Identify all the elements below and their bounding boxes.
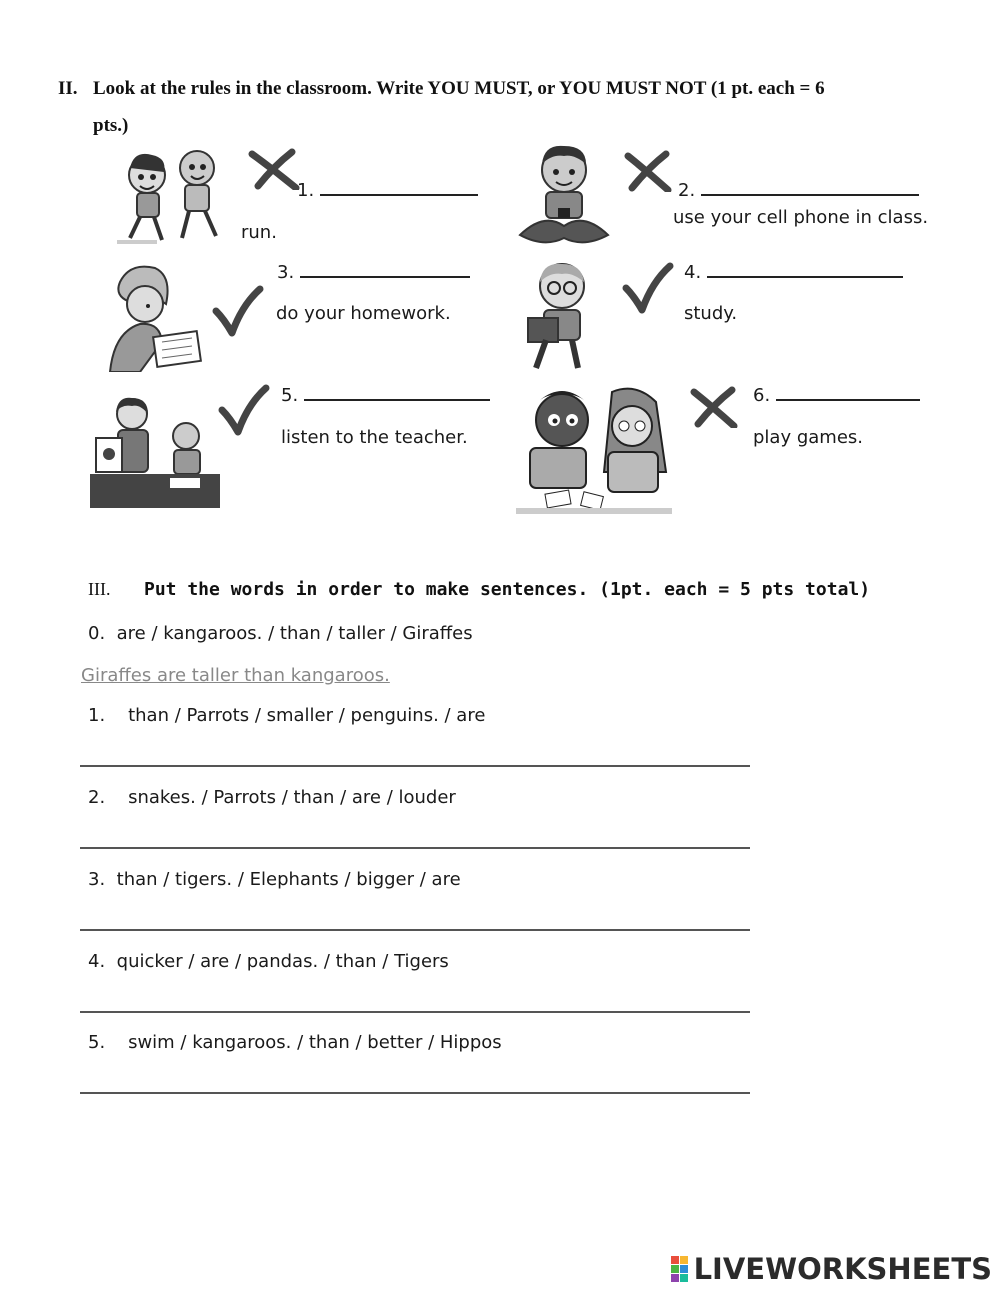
question-1 [88,705,485,726]
section-3-title: Put the words in order to make sentences. (1pt. each = 5 pts total) [144,579,871,600]
item-6-answer-blank[interactable] [776,398,920,401]
kids-running-picture [112,140,232,248]
answer-line-5[interactable] [80,1092,750,1094]
cross-mark-icon [248,148,300,190]
question-2 [88,787,456,808]
example-words: are / kangaroos. / than / taller / Giraffes [116,623,473,644]
example-number: 0. [88,623,106,644]
item-1-text: run. [241,222,277,243]
question-5-number: 5. [88,1032,106,1053]
question-1-words: than / Parrots / smaller / penguins. / are [128,705,486,726]
teacher-student-picture [90,392,220,508]
example-question [88,623,473,644]
answer-line-2[interactable] [80,847,750,849]
check-mark-icon [218,384,270,436]
answer-line-3[interactable] [80,929,750,931]
section-2-title-line1: Look at the rules in the classroom. Write YOU MUST, or YOU MUST NOT (1 pt. each = 6 [93,78,825,99]
item-5-text: listen to the teacher. [281,427,468,448]
item-6-label: 6. [753,385,771,406]
item-4-text: study. [684,303,738,324]
cross-mark-icon [624,150,672,192]
section-2-heading [58,70,938,144]
check-mark-icon [212,285,264,337]
item-3-number [277,262,470,283]
item-5-label: 5. [281,385,299,406]
question-3 [88,869,461,890]
boy-phone-picture [514,140,612,250]
item-3-text: do your homework. [276,303,451,324]
liveworksheets-logo [671,1252,992,1286]
item-3-label: 3. [277,262,295,283]
question-5-words: swim / kangaroos. / than / better / Hippos [128,1032,502,1053]
kids-playing-cards-picture [516,382,672,522]
boy-reading-picture [516,256,604,376]
item-4-label: 4. [684,262,702,283]
section-2-title-line2: pts.) [93,115,129,136]
item-2-number [678,180,919,201]
check-mark-icon [622,262,674,314]
item-3-answer-blank[interactable] [300,275,470,278]
item-1-answer-blank[interactable] [320,193,478,196]
item-2-label: 2. [678,180,696,201]
item-4-number [684,262,903,283]
item-6-text: play games. [753,427,863,448]
question-5 [88,1032,502,1053]
question-4-words: quicker / are / pandas. / than / Tigers [116,951,449,972]
question-3-words: than / tigers. / Elephants / bigger / are [116,869,461,890]
item-1-number [297,180,478,201]
item-5-answer-blank[interactable] [304,398,490,401]
item-5-number [281,385,490,406]
question-2-number: 2. [88,787,106,808]
answer-line-1[interactable] [80,765,750,767]
girl-homework-picture [100,262,202,372]
cross-mark-icon [690,386,738,428]
question-3-number: 3. [88,869,106,890]
section-3-number: III. [88,579,111,599]
item-1-label: 1. [297,180,315,201]
section-2-number: II. [58,78,78,99]
question-2-words: snakes. / Parrots / than / are / louder [128,787,456,808]
item-4-answer-blank[interactable] [707,275,903,278]
logo-text: LIVEWORKSHEETS [693,1252,992,1286]
section-3-heading [88,578,870,600]
item-2-text: use your cell phone in class. [673,207,929,228]
example-answer: Giraffes are taller than kangaroos. [81,665,390,686]
answer-line-4[interactable] [80,1011,750,1013]
item-2-answer-blank[interactable] [701,193,919,196]
logo-blocks-icon [671,1256,688,1282]
question-1-number: 1. [88,705,106,726]
question-4-number: 4. [88,951,106,972]
item-6-number [753,385,920,406]
question-4 [88,951,449,972]
